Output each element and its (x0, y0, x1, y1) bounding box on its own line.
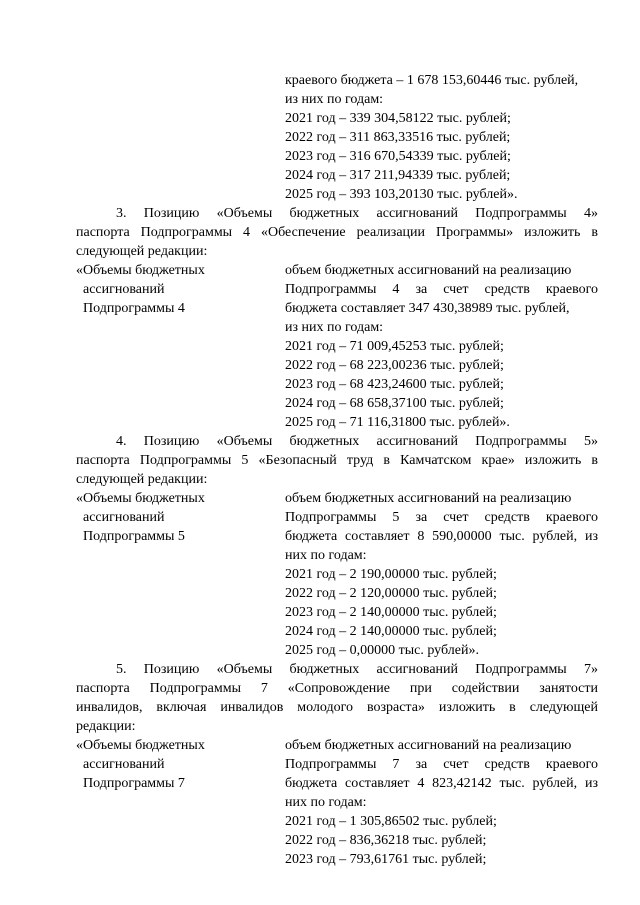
item4-right-line: Подпрограммы 5 за счет средств краевого (285, 510, 598, 525)
item4-para-line: следующей редакции: (76, 472, 208, 487)
item5-right-line: Подпрограммы 7 за счет средств краевого (285, 757, 598, 772)
item4-para-line: 4. Позицию «Объемы бюджетных ассигнований Подпрограммы 5» (116, 434, 598, 449)
item4-right-line: них по годам: (285, 548, 367, 563)
item4-left-label: ассигнований (83, 510, 165, 525)
item3-para-line: следующей редакции: (76, 244, 208, 259)
item4-left-label: Подпрограммы 5 (83, 529, 185, 544)
budget-total-line: краевого бюджета – 1 678 153,60446 тыс. рублей, (285, 73, 579, 88)
item4-para-line: паспорта Подпрограммы 5 «Безопасный труд в Камчатском крае» изложить в (76, 453, 598, 468)
item4-right-line: 2021 год – 2 190,00000 тыс. рублей; (285, 567, 497, 582)
budget-year-line: 2023 год – 316 670,54339 тыс. рублей; (285, 149, 511, 164)
item3-left-label: «Объемы бюджетных (76, 263, 205, 278)
budget-years-intro: из них по годам: (285, 92, 384, 107)
item4-right-line: 2023 год – 2 140,00000 тыс. рублей; (285, 605, 497, 620)
item4-right-line: 2022 год – 2 120,00000 тыс. рублей; (285, 586, 497, 601)
item3-para-line: паспорта Подпрограммы 4 «Обеспечение реализации Программы» изложить в (76, 225, 598, 240)
item5-left-label: Подпрограммы 7 (83, 776, 185, 791)
item5-right-line: 2022 год – 836,36218 тыс. рублей; (285, 833, 487, 848)
item3-right-line: Подпрограммы 4 за счет средств краевого (285, 282, 598, 297)
item5-para-line: редакции: (76, 719, 136, 734)
item4-left-label: «Объемы бюджетных (76, 491, 205, 506)
item3-right-line: 2023 год – 68 423,24600 тыс. рублей; (285, 377, 504, 392)
item5-right-line: 2021 год – 1 305,86502 тыс. рублей; (285, 814, 497, 829)
item3-right-line: 2024 год – 68 658,37100 тыс. рублей; (285, 396, 504, 411)
budget-year-line: 2021 год – 339 304,58122 тыс. рублей; (285, 111, 511, 126)
item3-right-line: объем бюджетных ассигнований на реализацию (285, 263, 572, 278)
item5-para-line: инвалидов, включая инвалидов молодого возраста» изложить в следующей (76, 700, 598, 715)
item5-right-line: бюджета составляет 4 823,42142 тыс. рублей, из (285, 776, 598, 791)
item3-right-line: 2021 год – 71 009,45253 тыс. рублей; (285, 339, 504, 354)
item4-right-line: бюджета составляет 8 590,00000 тыс. рублей, из (285, 529, 598, 544)
budget-year-line: 2025 год – 393 103,20130 тыс. рублей». (285, 187, 518, 202)
item3-left-label: ассигнований (83, 282, 165, 297)
item3-right-line: бюджета составляет 347 430,38989 тыс. рублей, (285, 301, 570, 316)
item5-left-label: ассигнований (83, 757, 165, 772)
item3-right-line: 2025 год – 71 116,31800 тыс. рублей». (285, 415, 510, 430)
item3-right-line: 2022 год – 68 223,00236 тыс. рублей; (285, 358, 504, 373)
item5-right-line: 2023 год – 793,61761 тыс. рублей; (285, 852, 487, 867)
item4-right-line: объем бюджетных ассигнований на реализацию (285, 491, 572, 506)
item5-para-line: паспорта Подпрограммы 7 «Сопровождение при содействии занятости (76, 681, 598, 696)
item5-right-line: объем бюджетных ассигнований на реализацию (285, 738, 572, 753)
budget-year-line: 2024 год – 317 211,94339 тыс. рублей; (285, 168, 511, 183)
item3-left-label: Подпрограммы 4 (83, 301, 185, 316)
item5-para-line: 5. Позицию «Объемы бюджетных ассигнований Подпрограммы 7» (116, 662, 598, 677)
item3-para-line: 3. Позицию «Объемы бюджетных ассигнований Подпрограммы 4» (116, 206, 598, 221)
item5-right-line: них по годам: (285, 795, 367, 810)
item4-right-line: 2025 год – 0,00000 тыс. рублей». (285, 643, 479, 658)
item5-left-label: «Объемы бюджетных (76, 738, 205, 753)
item4-right-line: 2024 год – 2 140,00000 тыс. рублей; (285, 624, 497, 639)
item3-right-line: из них по годам: (285, 320, 384, 335)
budget-year-line: 2022 год – 311 863,33516 тыс. рублей; (285, 130, 511, 145)
